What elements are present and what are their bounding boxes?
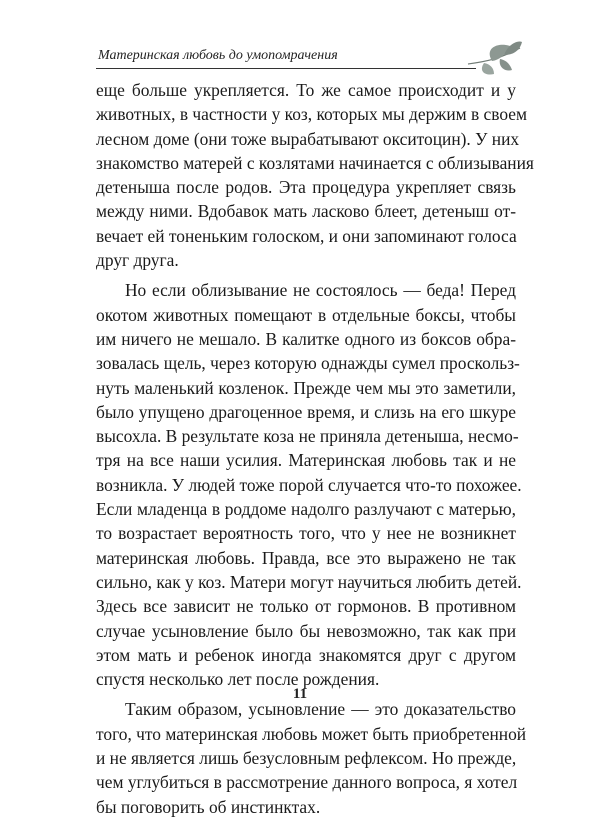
text-line: спустя несколько лет после рождения. (96, 669, 380, 690)
paragraph-3 (96, 697, 527, 818)
text-line: Таким образом, усыновление — это доказательство (125, 699, 516, 720)
leaf-branch-icon (464, 38, 524, 78)
text-line: детеныша после родов. Эта процедура укрепляет связь (96, 177, 516, 198)
text-line: было упущено драгоценное время, и слизь на его шкуре (96, 401, 516, 422)
page-number: 11 (292, 686, 308, 702)
text-line: между ними. Вдобавок мать ласково блеет, детеныш от- (96, 201, 516, 222)
text-line: тря на все наши усилия. Материнская любовь так и не (96, 450, 516, 471)
text-line: возникла. У людей тоже порой случается что-то похожее. (96, 474, 522, 495)
text-line: им ничего не мешало. В калитке одного из боксов обра- (96, 328, 516, 349)
text-line: то возрастает вероятность того, что у нее не возникнет (96, 523, 516, 544)
body-text (96, 78, 534, 819)
text-line: нуть маленький козленок. Прежде чем мы это заметили, (96, 377, 516, 398)
header-rule (96, 68, 476, 69)
text-line: окотом животных помещают в отдельные боксы, чтобы (96, 304, 516, 325)
text-line: Здесь все зависит не только от гормонов. В противном (96, 596, 516, 617)
text-line: зовалась щель, через которую однажды сумел проскольз- (96, 353, 520, 374)
running-title: Материнская любовь до умопомрачения (98, 48, 338, 63)
text-line: бы поговорить об инстинктах. (96, 796, 321, 817)
text-line: вечает ей тоненьким голоском, и они запоминают голоса (96, 225, 517, 246)
text-line: чем углубиться в рассмотрение данного вопроса, я хотел (96, 772, 518, 793)
text-line: этом мать и ребенок иногда знакомятся друг с другом (96, 644, 516, 665)
text-line: лесном доме (они тоже вырабатывают окситоцин). У них (96, 128, 520, 149)
text-line: того, что материнская любовь может быть приобретенной (96, 723, 527, 744)
text-line: и не является лишь безусловным рефлексом. Но прежде, (96, 748, 517, 769)
text-line: материнская любовь. Правда, все это выражено не так (96, 547, 516, 568)
running-header (96, 44, 508, 72)
text-line: случае усыновление было бы невозможно, так как при (96, 620, 516, 641)
text-line: сильно, как у коз. Матери могут научиться любить детей. (96, 571, 522, 592)
text-line: еще больше укрепляется. То же самое происходит и у (96, 80, 516, 100)
paragraph-1 (96, 78, 534, 272)
text-line: друг друга. (96, 250, 179, 271)
text-line: высохла. В результате коза не приняла детеныша, несмо- (96, 426, 519, 447)
text-line: животных, в частности у коз, которых мы держим в своем (96, 104, 527, 125)
text-line: знакомство матерей с козлятами начинается с облизывания (96, 152, 534, 173)
paragraph-2 (96, 278, 522, 691)
text-line: Но если облизывание не состоялось — беда! Перед (125, 280, 516, 301)
text-line: Если младенца в роддоме надолго разлучают с матерью, (96, 499, 516, 520)
